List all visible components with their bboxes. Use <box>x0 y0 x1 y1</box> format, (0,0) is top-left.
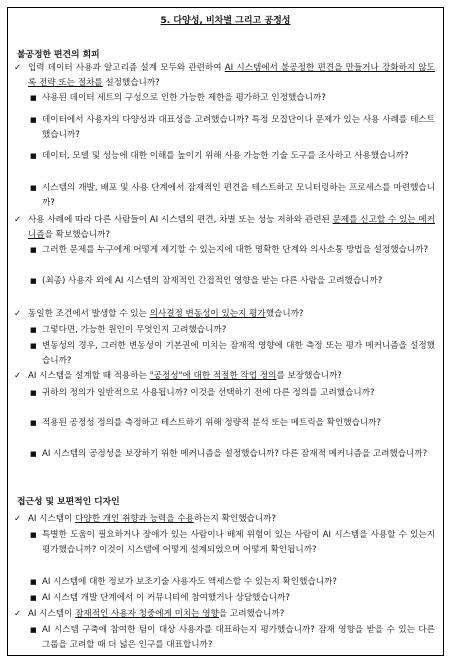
checklist-subitem: ■ (최종) 사용자 외에 AI 시스템의 잠재적인 간접적인 영향을 받는 다른 사람을 고려했습니까? <box>30 274 435 289</box>
square-bullet-icon: ■ <box>30 594 37 602</box>
page-title: 5. 다양성, 비차별 그리고 공정성 <box>160 16 291 26</box>
square-bullet-icon: ■ <box>30 184 37 192</box>
checklist-subitem: ■ AI 시스템의 공정성을 보장하기 위한 메커니즘을 설정했습니까? 다른 잠재적 메커니즘을 고려했습니까? <box>30 447 435 462</box>
square-bullet-icon: ■ <box>30 626 37 634</box>
checklist-subitem: ■ 그렇다면, 가능한 원인이 무엇인지 고려했습니까? <box>30 323 435 338</box>
section-heading-unfair-bias: 불공정한 편견의 회피 <box>17 50 100 60</box>
square-bullet-icon: ■ <box>30 116 37 124</box>
checklist-subitem: ■ 데이터에서 사용자의 다양성과 대표성을 고려했습니까? 특정 모집단이나 문제가 있는 사용 사례를 테스트했습니까? <box>30 115 435 140</box>
checklist-item: ✓ AI 시스템이 잠재적인 사용자 청중에게 미치는 영향을 고려했습니까? <box>14 607 435 622</box>
checklist-subitem: ■ 데이터, 모델 및 성능에 대한 이해를 높이기 위해 사용 가능한 기술 도구를 조사하고 사용했습니까? <box>30 149 435 164</box>
checklist-subitem: ■ 특별한 도움이 필요하거나 장애가 있는 사람이나 배제 위험이 있는 사람이 AI 시스템을 사용할 수 있는지 평가했습니까? 이것이 시스템에 어떻게 설계되었으며 어떻게 확인됩니까? <box>30 530 435 555</box>
checklist-item: ✓ AI 시스템이 다양한 개인 취향과 능력을 수용하는지 확인했습니까? <box>14 512 435 527</box>
check-mark-icon: ✓ <box>14 309 22 319</box>
square-bullet-icon: ■ <box>30 578 37 586</box>
checklist-item: ✓ AI 시스템을 설계할 때 적용하는 "공정성"에 대한 적절한 작업 정의를 보장했습니까? <box>14 369 435 384</box>
check-mark-icon: ✓ <box>14 215 22 225</box>
checklist-subitem: ■ 그러한 문제를 누구에게 어떻게 제기할 수 있는지에 대한 명확한 단계와 의사소통 방법을 설정했습니까? <box>30 243 435 258</box>
square-bullet-icon: ■ <box>30 246 37 254</box>
check-mark-icon: ✓ <box>14 609 22 619</box>
checklist-subitem: ■ AI 시스템 개발 단계에서 이 커뮤니티에 참여했거나 상담했습니까? <box>30 591 435 606</box>
check-mark-icon: ✓ <box>14 514 22 524</box>
checklist-subitem: ■ AI 시스템에 대한 정보가 보조기술 사용자도 액세스할 수 있는지 확인했습니까? <box>30 575 435 590</box>
checklist-subitem: ■ 적용된 공정성 정의를 측정하고 테스트하기 위해 정량적 분석 또는 메트릭을 확인했습니까? <box>30 416 435 431</box>
square-bullet-icon: ■ <box>30 342 37 350</box>
document-page <box>7 7 444 656</box>
square-bullet-icon: ■ <box>30 326 37 334</box>
square-bullet-icon: ■ <box>30 450 37 458</box>
square-bullet-icon: ■ <box>30 277 37 285</box>
square-bullet-icon: ■ <box>30 419 37 427</box>
checklist-item: ✓ 동일한 조건에서 발생할 수 있는 의사결정 변동성이 있는지 평가했습니까? <box>14 307 435 322</box>
square-bullet-icon: ■ <box>30 94 37 102</box>
checklist-subitem: ■ 사용된 데이터 세트의 구성으로 인한 가능한 제한을 평가하고 인정했습니까? <box>30 91 435 106</box>
checklist-subitem: ■ 시스템의 개발, 배포 및 사용 단계에서 잠재적인 편견을 테스트하고 모니터링하는 프로세스를 마련했습니까? <box>30 183 435 208</box>
section-heading-accessibility: 접근성 및 보편적인 디자인 <box>17 497 120 507</box>
checklist-subitem: ■ AI 시스템 구축에 참여한 팀이 대상 사용자를 대표하는지 평가했습니까? 잠재 영향을 받을 수 있는 다른 그룹을 고려할 때 더 넓은 인구를 대표합니까? <box>30 625 435 650</box>
checklist-item: ✓ 입력 데이터 사용과 알고리즘 설계 모두와 관련하여 AI 시스템에서 불공정한 편견을 만들거나 강화하지 않도록 전략 또는 절차를 설정했습니까? <box>14 63 435 88</box>
check-mark-icon: ✓ <box>14 63 22 73</box>
square-bullet-icon: ■ <box>30 389 37 397</box>
square-bullet-icon: ■ <box>30 152 37 160</box>
square-bullet-icon: ■ <box>30 531 37 539</box>
checklist-subitem: ■ 변동성의 경우, 그러한 변동성이 기본권에 미치는 잠재적 영향에 대한 측정 또는 평가 메커니즘을 설정했습니까? <box>30 341 435 366</box>
checklist-item: ✓ 사용 사례에 따라 다른 사람들이 AI 시스템의 편견, 차별 또는 성능 저하와 관련된 문제를 신고할 수 있는 메커니즘을 확보했습니까? <box>14 215 435 240</box>
check-mark-icon: ✓ <box>14 371 22 381</box>
checklist-subitem: ■ 귀하의 정의가 일반적으로 사용됩니까? 이것을 선택하기 전에 다른 정의를 고려했습니까? <box>30 386 435 401</box>
